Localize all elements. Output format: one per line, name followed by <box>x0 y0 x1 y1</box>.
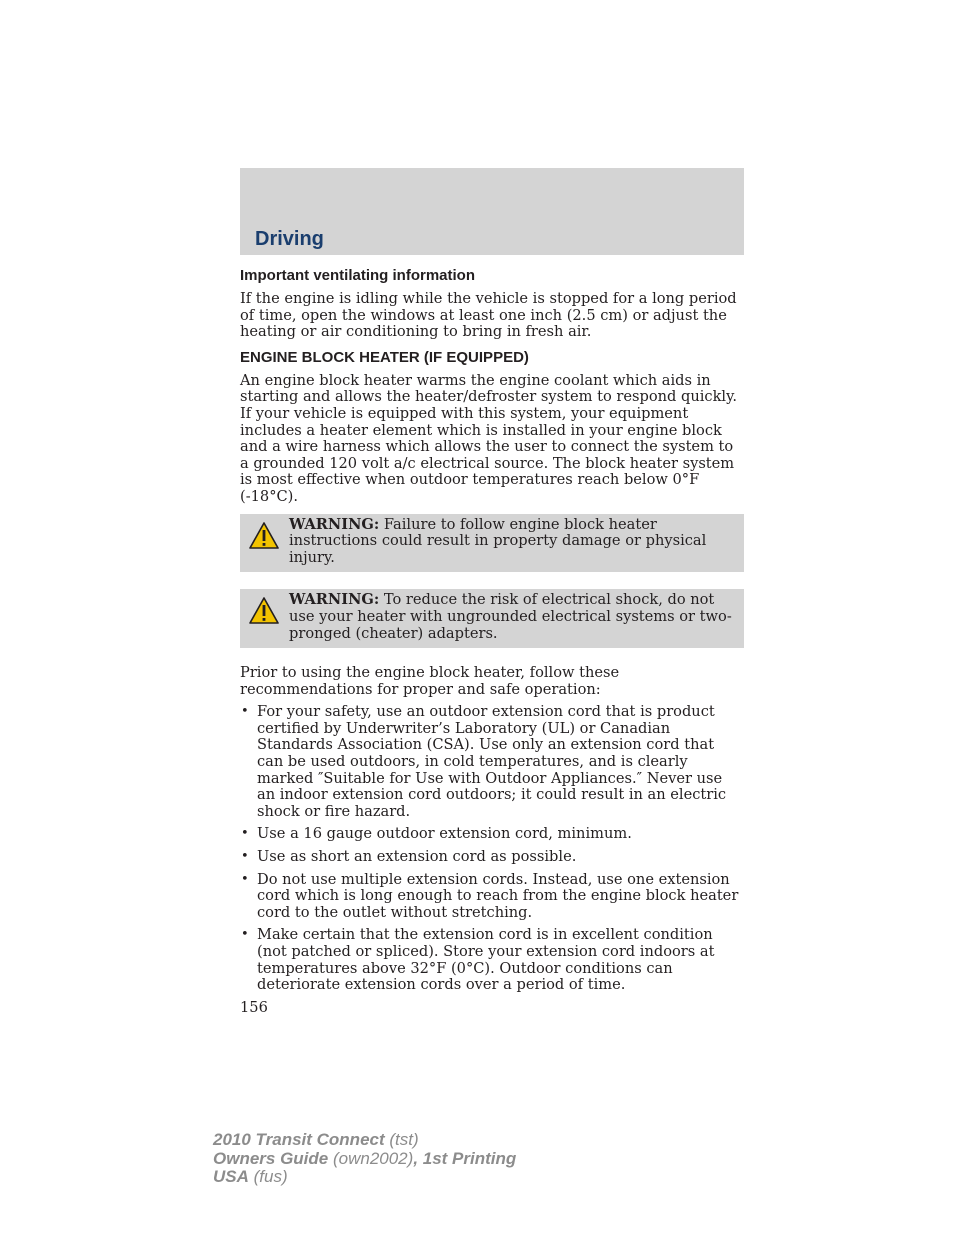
list-item <box>240 826 744 843</box>
list-item <box>240 849 744 866</box>
bullet-icon: • <box>241 871 249 887</box>
warning-text: Failure to follow engine block heater instructions could result in property damage or physical injury. <box>289 515 707 566</box>
page-number: 156 <box>240 998 268 1016</box>
list-item-text: Use a 16 gauge outdoor extension cord, minimum. <box>257 825 632 843</box>
ventilating-heading: Important ventilating information <box>240 267 475 284</box>
footer-imprint <box>213 1131 516 1187</box>
list-item <box>240 872 744 922</box>
list-item-text: Do not use multiple extension cords. Instead, use one extension cord which is long enough to reach from the engine block heater cord to the outlet without stretching. <box>257 870 739 921</box>
block-heater-heading: ENGINE BLOCK HEATER (IF EQUIPPED) <box>240 348 529 366</box>
bullet-icon: • <box>241 849 249 865</box>
warning-box <box>240 589 744 648</box>
footer-market-code: (fus) <box>248 1167 288 1186</box>
footer-model: 2010 Transit Connect <box>213 1130 385 1149</box>
warning-triangle-icon <box>248 521 280 551</box>
footer-line-1 <box>213 1131 516 1150</box>
warning-label: WARNING: <box>289 515 380 533</box>
bullet-icon: • <box>241 826 249 842</box>
list-item <box>240 927 744 993</box>
warning-label: WARNING: <box>289 591 380 609</box>
list-item-text: Use as short an extension cord as possible. <box>257 848 577 866</box>
footer-guide: Owners Guide <box>213 1148 329 1168</box>
recommendations-list <box>240 704 744 994</box>
list-item-text: For your safety, use an outdoor extension cord that is product certified by Underwriter’s Laboratory (UL) or Canadian Standards Association (CSA). Use only an extension cord that can be used outdoors, in cold temperatures, and is clearly marked ″Suitable for Use with Outdoor Appliances.″ Never use an indoor extension cord outdoors; it could result in an electric shock or fire hazard. <box>257 703 727 820</box>
section-title: Driving <box>255 228 324 250</box>
footer-model-code: (tst) <box>384 1130 419 1149</box>
warning-box <box>240 514 744 573</box>
list-item-text: Make certain that the extension cord is in excellent condition (not patched or spliced). Store your extension cord indoors at temperatures above 32°F (0°C). Outdoor conditions can deteriorate extension cords over a period of time. <box>257 926 715 994</box>
warning-text: To reduce the risk of electrical shock, do not use your heater with ungrounded electrical systems or two-pronged (cheater) adapters. <box>289 591 732 642</box>
footer-guide-code: (own2002) <box>328 1148 414 1168</box>
footer-printing: , 1st Printing <box>413 1148 517 1168</box>
footer-line-2 <box>213 1150 516 1169</box>
warning-triangle-icon <box>248 596 280 626</box>
list-item <box>240 704 744 820</box>
page-content <box>240 267 744 1016</box>
bullet-icon: • <box>241 927 249 943</box>
recommendations-intro: Prior to using the engine block heater, follow these recommendations for proper and safe operation: <box>240 664 620 698</box>
ventilating-paragraph: If the engine is idling while the vehicle is stopped for a long period of time, open the windows at least one inch (2.5 cm) or adjust the heating or air conditioning to bring in fresh air. <box>240 290 737 341</box>
section-header-band <box>240 168 744 255</box>
footer-market: USA <box>213 1167 249 1186</box>
block-heater-intro: An engine block heater warms the engine coolant which aids in starting and allows the heater/defroster system to respond quickly. If your vehicle is equipped with this system, your equipment includes a heater element which is installed in your engine block and a wire harness which allows the user to connect the system to a grounded 120 volt a/c electrical source. The block heater system is most effective when outdoor temperatures reach below 0°F (-18°C). <box>240 371 738 505</box>
bullet-icon: • <box>241 704 249 720</box>
footer-line-3 <box>213 1168 516 1187</box>
